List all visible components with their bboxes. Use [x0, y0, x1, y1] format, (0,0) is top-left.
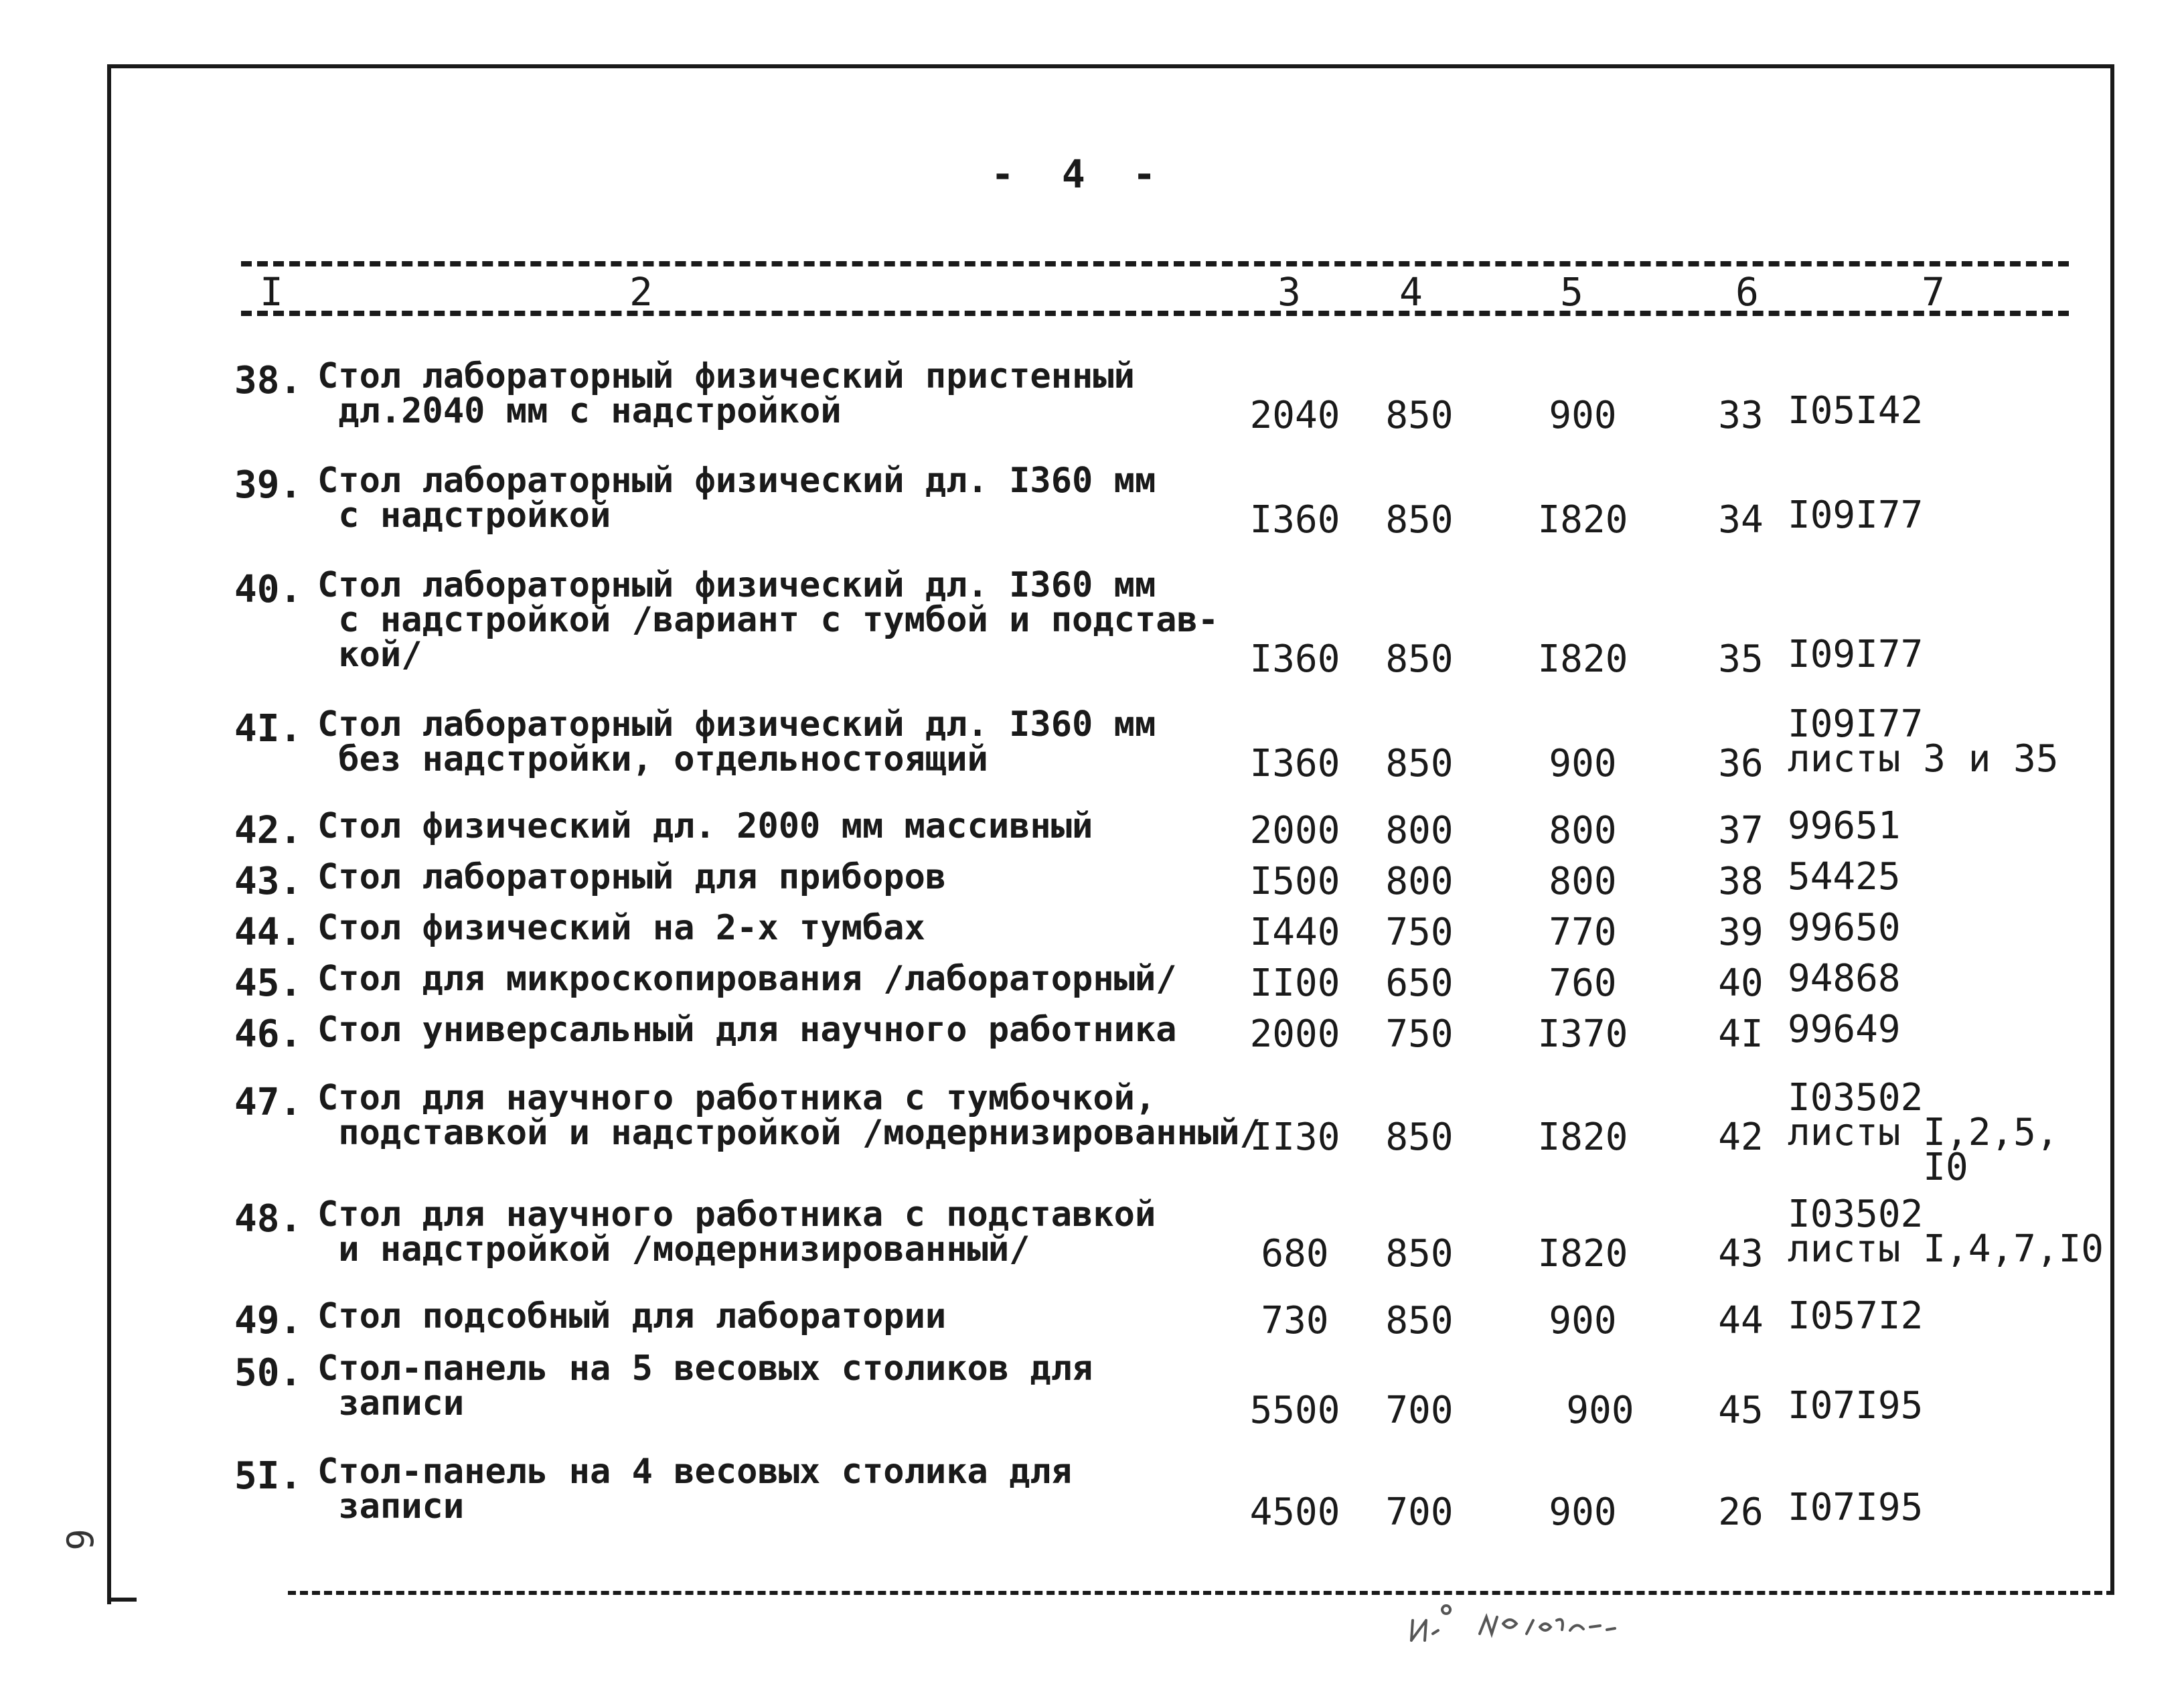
row-number: 48. [234, 1197, 303, 1241]
depth-value: 850 [1385, 1232, 1454, 1276]
figure-number: 34 [1718, 498, 1764, 542]
depth-value: 850 [1385, 498, 1454, 542]
length-value: 730 [1261, 1299, 1329, 1342]
figure-number: 26 [1718, 1490, 1764, 1534]
page-number: - 4 - [991, 151, 1168, 197]
column-header-1: I [260, 269, 283, 315]
header-rule-top [241, 261, 2069, 266]
height-value: 760 [1549, 961, 1617, 1005]
item-name: Стол для микроскопирования /лабораторный/ [317, 959, 1177, 999]
row-number: 4I. [234, 707, 303, 751]
figure-number: 44 [1718, 1299, 1764, 1342]
figure-number: 42 [1718, 1115, 1764, 1159]
height-value: 800 [1549, 860, 1617, 903]
height-value: 900 [1549, 742, 1617, 785]
figure-number: 40 [1718, 961, 1764, 1005]
drawing-reference: I05I42 [1788, 389, 1924, 433]
height-value: 900 [1549, 1490, 1617, 1534]
item-name: Стол лабораторный для приборов [317, 857, 947, 897]
frame-top-border [107, 64, 2114, 68]
header-rule-bottom [241, 311, 2069, 316]
figure-number: 35 [1718, 637, 1764, 681]
row-number: 43. [234, 860, 303, 903]
length-value: 4500 [1249, 1490, 1340, 1534]
drawing-reference: I09I77 [1788, 633, 1924, 676]
row-number: 50. [234, 1351, 303, 1395]
row-number: 45. [234, 961, 303, 1005]
item-name: Стол универсальный для научного работника [317, 1010, 1177, 1050]
length-value: I360 [1249, 498, 1340, 542]
row-number: 42. [234, 809, 303, 852]
row-number: 47. [234, 1081, 303, 1124]
drawing-reference: I09I77 листы 3 и 35 [1788, 702, 2059, 781]
frame-left-border [107, 64, 111, 1604]
length-value: I500 [1249, 860, 1340, 903]
row-number: 40. [234, 568, 303, 611]
row-number: 39. [234, 463, 303, 507]
margin-mark: 9 [59, 1529, 102, 1551]
length-value: 2000 [1249, 1012, 1340, 1056]
depth-value: 800 [1385, 860, 1454, 903]
row-number: 5I. [234, 1454, 303, 1498]
column-header-6: 6 [1735, 269, 1759, 315]
row-number: 38. [234, 359, 303, 402]
depth-value: 850 [1385, 1115, 1454, 1159]
item-name: Стол для научного работника с тумбочкой, подставкой и надстройкой /модернизированный/ [317, 1078, 1261, 1153]
depth-value: 700 [1385, 1389, 1454, 1432]
figure-number: 38 [1718, 860, 1764, 903]
figure-number: 36 [1718, 742, 1764, 785]
row-number: 44. [234, 911, 303, 954]
depth-value: 750 [1385, 1012, 1454, 1056]
length-value: I360 [1249, 742, 1340, 785]
figure-number: 45 [1718, 1389, 1764, 1432]
item-name: Стол лабораторный физический дл. I360 мм с надстройкой /вариант с тумбой и подстав- кой/ [317, 565, 1219, 675]
item-name: Стол-панель на 4 весовых столика для записи [317, 1452, 1073, 1527]
depth-value: 650 [1385, 961, 1454, 1005]
depth-value: 850 [1385, 742, 1454, 785]
item-name: Стол физический на 2-х тумбах [317, 908, 925, 948]
figure-number: 43 [1718, 1232, 1764, 1276]
figure-number: 4I [1718, 1012, 1764, 1056]
handwritten-inventory-note [1406, 1600, 1727, 1647]
column-header-5: 5 [1560, 269, 1583, 315]
drawing-reference: 94868 [1788, 957, 1901, 1000]
row-number: 49. [234, 1299, 303, 1342]
depth-value: 800 [1385, 809, 1454, 852]
height-value: I820 [1537, 498, 1628, 542]
length-value: 2000 [1249, 809, 1340, 852]
drawing-reference: 99650 [1788, 906, 1901, 949]
depth-value: 850 [1385, 637, 1454, 681]
height-value: 770 [1549, 911, 1617, 954]
figure-number: 33 [1718, 394, 1764, 437]
column-header-4: 4 [1399, 269, 1423, 315]
item-name: Стол-панель на 5 весовых столиков для записи [317, 1349, 1093, 1423]
length-value: I360 [1249, 637, 1340, 681]
row-number: 46. [234, 1012, 303, 1056]
height-value: I820 [1537, 637, 1628, 681]
length-value: 5500 [1249, 1389, 1340, 1432]
drawing-reference: I09I77 [1788, 493, 1924, 537]
column-header-7: 7 [1922, 269, 1945, 315]
drawing-reference: 99649 [1788, 1008, 1901, 1051]
drawing-reference: 54425 [1788, 855, 1901, 899]
drawing-reference: 99651 [1788, 804, 1901, 848]
item-name: Стол для научного работника с подставкой и надстройкой /модернизированный/ [317, 1195, 1156, 1269]
item-name: Стол подсобный для лаборатории [317, 1296, 947, 1336]
length-value: II00 [1249, 961, 1340, 1005]
item-name: Стол физический дл. 2000 мм массивный [317, 806, 1093, 846]
column-header-3: 3 [1277, 269, 1301, 315]
height-value: 900 [1549, 1299, 1617, 1342]
column-header-2: 2 [629, 269, 653, 315]
height-value: I820 [1537, 1115, 1628, 1159]
drawing-reference: I057I2 [1788, 1294, 1924, 1338]
depth-value: 850 [1385, 1299, 1454, 1342]
item-name: Стол лабораторный физический дл. I360 мм без надстройки, отдельностоящий [317, 704, 1156, 779]
frame-bottom-corner [107, 1598, 137, 1602]
length-value: 680 [1261, 1232, 1329, 1276]
item-name: Стол лабораторный физический дл. I360 мм с надстройкой [317, 461, 1156, 536]
length-value: II30 [1249, 1115, 1340, 1159]
length-value: 2040 [1249, 394, 1340, 437]
height-value: I820 [1537, 1232, 1628, 1276]
drawing-reference: I03502 листы I,2,5, I0 [1788, 1076, 2059, 1189]
frame-bottom-border [288, 1591, 2114, 1595]
drawing-reference: I07I95 [1788, 1486, 1924, 1529]
height-value: 800 [1549, 809, 1617, 852]
depth-value: 750 [1385, 911, 1454, 954]
length-value: I440 [1249, 911, 1340, 954]
figure-number: 39 [1718, 911, 1764, 954]
height-value: 900 [1566, 1389, 1634, 1432]
depth-value: 850 [1385, 394, 1454, 437]
height-value: I370 [1537, 1012, 1628, 1056]
drawing-reference: I07I95 [1788, 1384, 1924, 1428]
depth-value: 700 [1385, 1490, 1454, 1534]
height-value: 900 [1549, 394, 1617, 437]
figure-number: 37 [1718, 809, 1764, 852]
drawing-reference: I03502 листы I,4,7,I0 [1788, 1192, 2104, 1271]
item-name: Стол лабораторный физический пристенный дл.2040 мм с надстройкой [317, 356, 1135, 431]
